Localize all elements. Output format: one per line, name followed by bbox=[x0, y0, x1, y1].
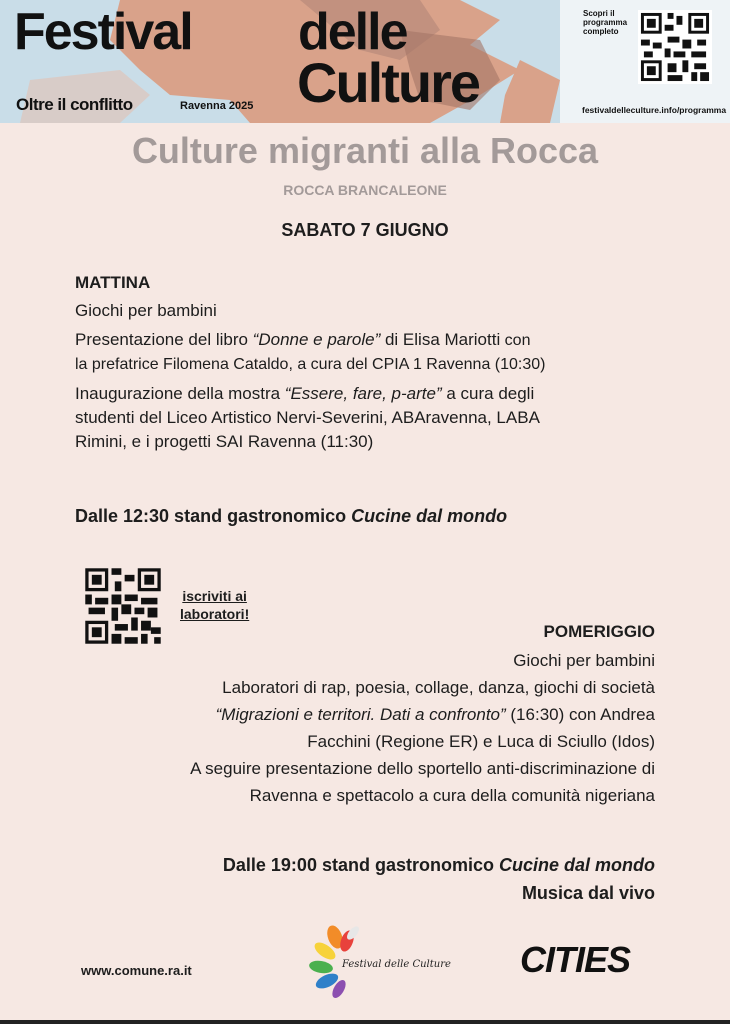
morning-item-exhibit-line2: studenti del Liceo Artistico Nervi-Severini, ABAravenna, LABA bbox=[75, 408, 540, 427]
morning-item-book-line2: la prefatrice Filomena Cataldo, a cura del CPIA 1 Ravenna (10:30) bbox=[75, 356, 546, 373]
festival-title-word: Festival bbox=[14, 3, 192, 61]
qr-code-program-icon[interactable] bbox=[638, 10, 712, 84]
afternoon-item-follow-line2: Ravenna e spettacolo a cura della comunità nigeriana bbox=[249, 786, 655, 805]
city-year: Ravenna 2025 bbox=[180, 100, 254, 112]
delle-title-word: delle bbox=[298, 3, 407, 61]
talk-title: “Migrazioni e territori. Dati a confronto” bbox=[215, 705, 506, 724]
qr-caption: Scopri il programma completo bbox=[583, 9, 628, 36]
program-url[interactable]: festivaldelleculture.info/programma bbox=[582, 105, 727, 115]
tagline: Oltre il conflitto bbox=[16, 95, 133, 114]
morning-label: MATTINA bbox=[75, 273, 151, 292]
event-title: Culture migranti alla Rocca bbox=[131, 130, 599, 171]
dinner-stand bbox=[223, 851, 655, 907]
afternoon-section bbox=[35, 621, 655, 809]
book-title: “Donne e parole” bbox=[252, 330, 381, 349]
header-banner bbox=[0, 0, 730, 123]
signup-link[interactable] bbox=[180, 587, 249, 623]
bottom-border bbox=[0, 1020, 730, 1024]
afternoon-label: POMERIGGIO bbox=[543, 622, 655, 641]
morning-item-exhibit-line3: Rimini, e i progetti SAI Ravenna (11:30) bbox=[75, 432, 374, 451]
signup-line2: laboratori! bbox=[180, 606, 250, 622]
morning-item-games: Giochi per bambini bbox=[75, 301, 217, 320]
lunch-text: Dalle 12:30 stand gastronomico bbox=[75, 506, 352, 526]
morning-item-exhibit bbox=[75, 382, 675, 406]
festival-logo-text: Festival delle Culture bbox=[342, 959, 451, 970]
exhibit-pre: Inaugurazione della mostra bbox=[75, 384, 285, 403]
event-date: SABATO 7 GIUGNO bbox=[281, 220, 449, 240]
exhibit-post: a cura degli bbox=[441, 384, 535, 403]
signup-line1: iscriviti ai bbox=[182, 588, 247, 604]
lunch-name: Cucine dal mondo bbox=[351, 506, 508, 526]
cities-logo: CITIES bbox=[520, 939, 631, 980]
afternoon-item-talk-line2: Facchini (Regione ER) e Luca di Sciullo (Idos) bbox=[307, 732, 655, 751]
dinner-name: Cucine dal mondo bbox=[498, 855, 655, 875]
afternoon-item-workshops: Laboratori di rap, poesia, collage, danza, giochi di società bbox=[222, 678, 655, 697]
afternoon-item-follow: A seguire presentazione dello sportello anti-discriminazione di bbox=[190, 759, 655, 778]
exhibit-title: “Essere, fare, p-arte” bbox=[284, 384, 442, 403]
book-post: di Elisa Mariotti bbox=[380, 330, 501, 349]
morning-section bbox=[75, 272, 675, 454]
afternoon-item-talk bbox=[35, 701, 655, 728]
lunch-stand bbox=[75, 506, 507, 527]
comune-url[interactable]: www.comune.ra.it bbox=[81, 963, 192, 978]
dinner-line bbox=[223, 851, 655, 879]
live-music: Musica dal vivo bbox=[521, 883, 655, 903]
morning-item-book bbox=[75, 328, 675, 353]
talk-post: (16:30) con Andrea bbox=[505, 705, 655, 724]
venue-name: ROCCA BRANCALEONE bbox=[283, 182, 447, 198]
culture-title-word: Culture bbox=[297, 51, 479, 114]
dinner-text: Dalle 19:00 stand gastronomico bbox=[222, 855, 499, 875]
afternoon-item-games: Giochi per bambini bbox=[513, 651, 655, 670]
book-pre: Presentazione del libro bbox=[75, 330, 253, 349]
book-con: con bbox=[500, 332, 531, 349]
